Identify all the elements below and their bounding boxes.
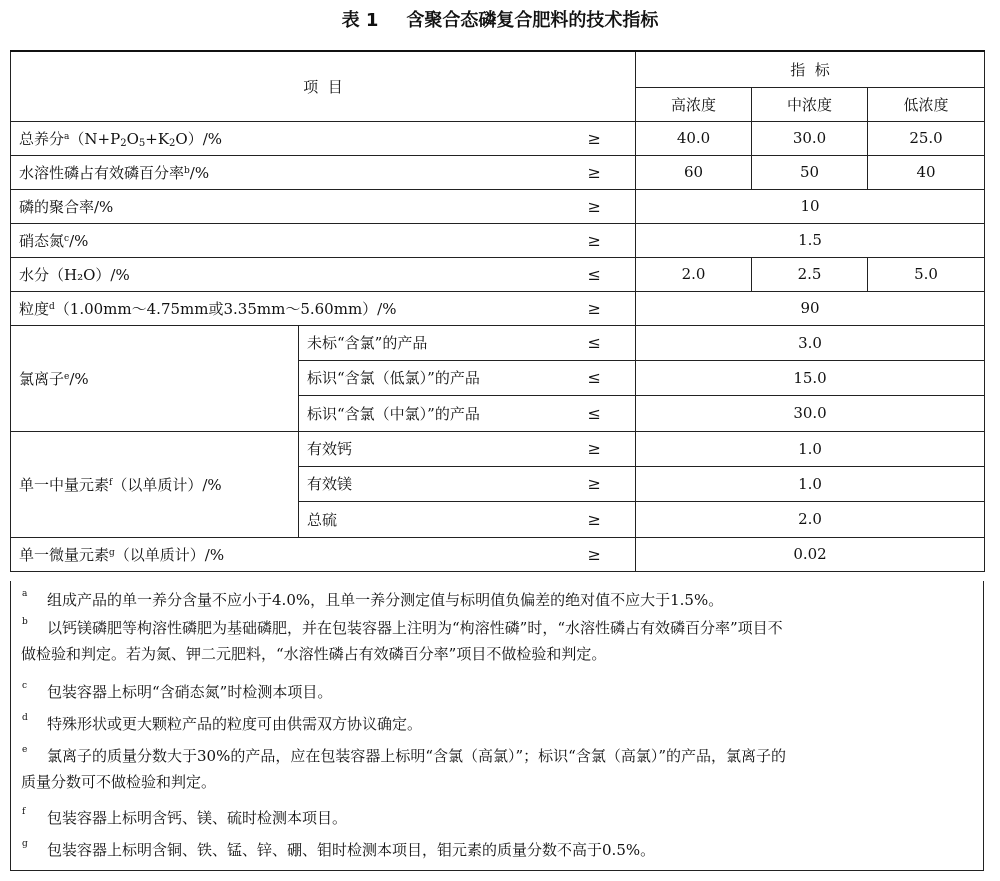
sub-label: 标识“含氯（中氯）”的产品 xyxy=(299,396,554,431)
row-op: ≥ xyxy=(554,431,636,466)
footnote-b: b 以钙镁磷肥等枸溶性磷肥为基础磷肥，并在包装容器上注明为“枸溶性磷”时，“水溶性磷占有效磷百分率”项目不 做检验和判定。若为氮、钾二元肥料，“水溶性磷占有效磷百分率”项目不做检验和判定。 xyxy=(21,617,783,663)
value-all: 10 xyxy=(636,189,985,223)
row-op: ≤ xyxy=(554,360,636,395)
table-number: 表 1 xyxy=(341,10,379,31)
footnotes xyxy=(10,581,984,871)
sub-label: 未标“含氯”的产品 xyxy=(299,325,554,360)
value-all: 30.0 xyxy=(636,396,985,431)
row-granularity xyxy=(11,291,985,325)
table-title xyxy=(0,6,1000,36)
value-high: 60 xyxy=(636,155,752,189)
header-indicator-text: 指 标 xyxy=(790,60,830,79)
value-low: 40 xyxy=(868,155,985,189)
row-op: ≤ xyxy=(554,396,636,431)
row-label: 磷的聚合率/% xyxy=(11,189,554,223)
sub-label: 有效钙 xyxy=(299,431,554,466)
row-polymerization xyxy=(11,189,985,223)
row-op: ≤ xyxy=(554,325,636,360)
row-chloride-1 xyxy=(11,325,985,360)
footnote-c: c 包装容器上标明“含硝态氮”时检测本项目。 xyxy=(22,681,333,701)
header-level-high: 高浓度 xyxy=(636,87,752,121)
value-all: 90 xyxy=(636,291,985,325)
row-op: ≤ xyxy=(554,257,636,291)
row-op: ≥ xyxy=(554,291,636,325)
sub-label: 总硫 xyxy=(299,502,554,537)
row-moisture xyxy=(11,257,985,291)
sub-label: 有效镁 xyxy=(299,466,554,501)
row-label-secondary: 单一中量元素$^f$（以单质计）/% xyxy=(11,431,299,537)
footnote-f: f 包装容器上标明含钙、镁、硫时检测本项目。 xyxy=(22,807,348,827)
value-all: 0.02 xyxy=(636,537,985,571)
footnote-e: e 氯离子的质量分数大于30%的产品，应在包装容器上标明“含氯（高氯）”；标识“含氯（高氯）”的产品，氯离子的 质量分数可不做检验和判定。 xyxy=(21,745,787,791)
row-op: ≥ xyxy=(554,223,636,257)
value-mid: 50 xyxy=(752,155,868,189)
header-level-low: 低浓度 xyxy=(868,87,985,121)
row-label: 总养分$^a(N+P_2O_5+K_2O)/\%$ xyxy=(11,121,554,155)
footnote-a: a 组成产品的单一养分含量不应小于4.0%，且单一养分测定值与标明值负偏差的绝对值不应大于1.5%。 xyxy=(22,589,724,609)
row-secondary-1 xyxy=(11,431,985,466)
table-title-text: 含聚合态磷复合肥料的技术指标 xyxy=(406,10,659,31)
value-all: 1.5 xyxy=(636,223,985,257)
header-item-text: 项 目 xyxy=(303,77,343,96)
value-all: 1.0 xyxy=(636,431,985,466)
row-water-soluble xyxy=(11,155,985,189)
header-indicator xyxy=(636,51,985,87)
footnote-g: g 包装容器上标明含铜、铁、锰、锌、硼、钼时检测本项目，钼元素的质量分数不高于0.5%。 xyxy=(22,839,656,859)
value-all: 2.0 xyxy=(636,502,985,537)
row-label: 硝态氮$^c$/% xyxy=(11,223,554,257)
row-label-chloride: 氯离子$^e$/% xyxy=(11,325,299,431)
value-all: 3.0 xyxy=(636,325,985,360)
value-low: 25.0 xyxy=(868,121,985,155)
row-op: ≥ xyxy=(554,189,636,223)
value-all: 15.0 xyxy=(636,360,985,395)
row-op: ≥ xyxy=(554,121,636,155)
value-all: 1.0 xyxy=(636,466,985,501)
row-op: ≥ xyxy=(554,155,636,189)
value-high: 2.0 xyxy=(636,257,752,291)
row-micro xyxy=(11,537,985,571)
row-op: ≥ xyxy=(554,537,636,571)
header-item xyxy=(11,51,636,121)
row-label: 水分（H₂O）/% xyxy=(11,257,554,291)
row-nutrient xyxy=(11,121,985,155)
sub-label: 标识“含氯（低氯）”的产品 xyxy=(299,360,554,395)
value-low: 5.0 xyxy=(868,257,985,291)
row-label: 粒度$^d$（1.00mm～4.75mm或3.35mm～5.60mm）/% xyxy=(11,291,554,325)
value-high: 40.0 xyxy=(636,121,752,155)
row-op: ≥ xyxy=(554,466,636,501)
value-mid: 2.5 xyxy=(752,257,868,291)
row-nitrate xyxy=(11,223,985,257)
header-level-mid: 中浓度 xyxy=(752,87,868,121)
row-label: 单一微量元素$^g$（以单质计）/% xyxy=(11,537,554,571)
spec-table xyxy=(10,50,985,572)
row-label: 水溶性磷占有效磷百分率$^b$/% xyxy=(11,155,554,189)
row-op: ≥ xyxy=(554,502,636,537)
footnote-d: d 特殊形状或更大颗粒产品的粒度可由供需双方协议确定。 xyxy=(22,713,423,733)
value-mid: 30.0 xyxy=(752,121,868,155)
